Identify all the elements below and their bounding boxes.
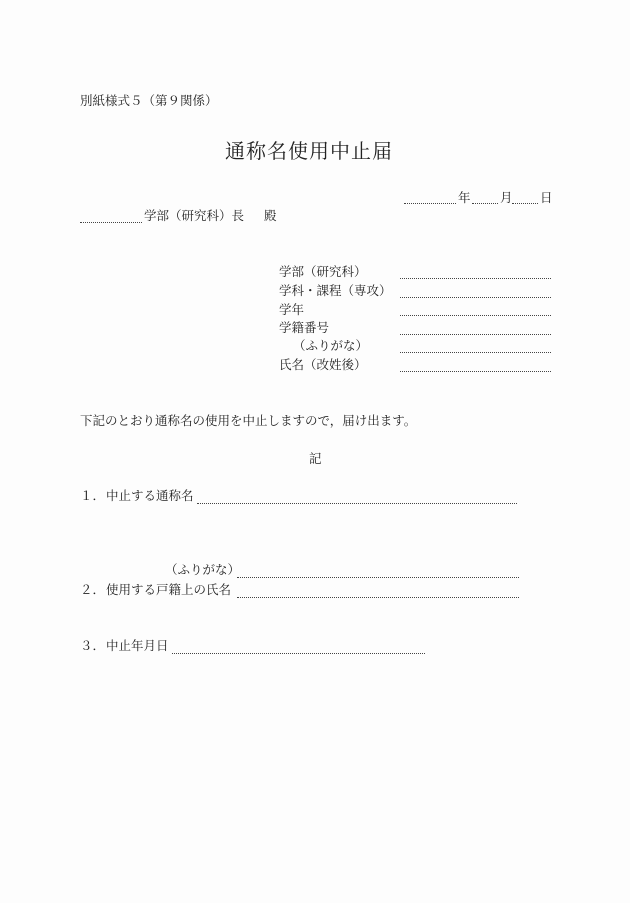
item2-label: 使用する戸籍上の氏名 xyxy=(106,582,232,597)
date-day-label: 日 xyxy=(540,190,553,205)
furigana-field[interactable] xyxy=(400,352,551,353)
item3-number: ３． xyxy=(80,638,106,653)
addressee-dept-field[interactable] xyxy=(80,222,142,223)
record-heading: 記 xyxy=(309,451,322,466)
student-id-field[interactable] xyxy=(400,334,551,335)
item2-furigana-field[interactable] xyxy=(237,577,519,578)
name-label: 氏名（改姓後） xyxy=(279,357,367,372)
department-label: 学科・課程（専攻） xyxy=(279,283,392,298)
item1-number: １． xyxy=(80,488,106,503)
grade-field[interactable] xyxy=(400,315,551,316)
form-number: 別紙様式５（第９関係） xyxy=(80,93,218,108)
name-field[interactable] xyxy=(400,371,551,372)
faculty-field[interactable] xyxy=(400,278,551,279)
item2-field[interactable] xyxy=(237,597,519,598)
item3-label: 中止年月日 xyxy=(106,638,169,653)
addressee-dept: 学部（研究科）長 xyxy=(144,208,245,223)
statement-text: 下記のとおり通称名の使用を中止しますので，届け出ます。 xyxy=(80,413,417,428)
date-month-field[interactable] xyxy=(472,203,498,204)
faculty-label: 学部（研究科） xyxy=(279,264,367,279)
date-day-field[interactable] xyxy=(512,203,538,204)
item2-furigana-label: （ふりがな） xyxy=(165,562,241,577)
page-title: 通称名使用中止届 xyxy=(225,139,393,163)
date-year-label: 年 xyxy=(458,190,471,205)
item1-field[interactable] xyxy=(197,503,517,504)
item1-label: 中止する通称名 xyxy=(106,488,194,503)
student-id-label: 学籍番号 xyxy=(279,320,330,335)
date-year-field[interactable] xyxy=(404,203,456,204)
item2-number: ２． xyxy=(80,582,106,597)
grade-label: 学年 xyxy=(279,302,305,317)
item3-field[interactable] xyxy=(172,653,425,654)
department-field[interactable] xyxy=(400,297,551,298)
furigana-label: （ふりがな） xyxy=(293,338,369,353)
addressee-honorific: 殿 xyxy=(264,208,277,223)
date-month-label: 月 xyxy=(500,190,513,205)
